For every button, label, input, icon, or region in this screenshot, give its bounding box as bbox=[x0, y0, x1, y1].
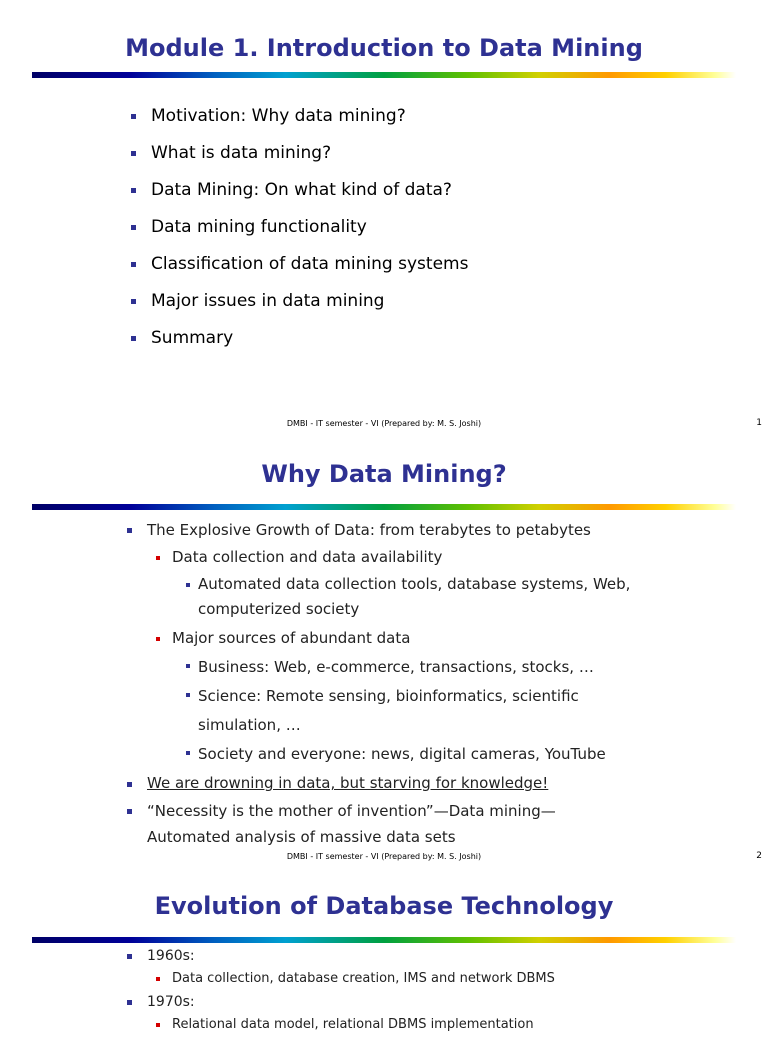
list-item: Classification of data mining systems bbox=[130, 246, 468, 283]
bullet-square-icon bbox=[186, 583, 190, 587]
list-item: We are drowning in data, but starving for knowledge! bbox=[127, 769, 637, 798]
slide-title: Module 1. Introduction to Data Mining bbox=[125, 34, 643, 62]
page-number: 2 bbox=[756, 851, 762, 861]
list-item: Major sources of abundant data bbox=[127, 624, 658, 653]
bullet-square-icon bbox=[156, 977, 160, 981]
bullet-square-icon bbox=[186, 664, 190, 668]
bullet-square-icon bbox=[131, 336, 136, 341]
gradient-rule bbox=[32, 937, 736, 943]
gradient-rule bbox=[32, 504, 736, 510]
slide-title: Evolution of Database Technology bbox=[154, 892, 614, 920]
slide-footer: DMBI - IT semester - VI (Prepared by: M. S. Joshi) bbox=[286, 852, 482, 861]
slide-footer: DMBI - IT semester - VI (Prepared by: M. S. Joshi) bbox=[286, 419, 482, 428]
bullet-square-icon bbox=[127, 782, 132, 787]
bullet-square-icon bbox=[131, 151, 136, 156]
slide-3 bbox=[0, 866, 768, 1032]
slide-title: Why Data Mining? bbox=[261, 460, 507, 488]
bullet-square-icon bbox=[131, 262, 136, 267]
list-item: Data collection, database creation, IMS and network DBMS bbox=[127, 967, 555, 991]
list-item: Automated data collection tools, database systems, Web, computerized society bbox=[127, 572, 658, 622]
bullet-square-icon bbox=[131, 225, 136, 230]
bullet-square-icon bbox=[127, 528, 132, 533]
bullet-square-icon bbox=[131, 114, 136, 119]
list-item: Data collection and data availability bbox=[127, 543, 658, 572]
bullet-square-icon bbox=[156, 556, 160, 560]
list-item: 1960s: bbox=[127, 945, 555, 967]
bullet-square-icon bbox=[127, 954, 132, 959]
gradient-rule bbox=[32, 72, 736, 78]
list-item: The Explosive Growth of Data: from terabytes to petabytes bbox=[127, 517, 637, 543]
list-item: Relational data model, relational DBMS implementation bbox=[127, 1013, 555, 1037]
slide-1 bbox=[0, 0, 768, 433]
list-item: Science: Remote sensing, bioinformatics, scientific simulation, … bbox=[127, 682, 658, 740]
list-item: Data Mining: On what kind of data? bbox=[130, 172, 468, 209]
list-item: 1970s: bbox=[127, 991, 555, 1013]
bullet-square-icon bbox=[131, 299, 136, 304]
bullet-square-icon bbox=[127, 1000, 132, 1005]
bullet-list bbox=[130, 98, 468, 357]
bullet-square-icon bbox=[131, 188, 136, 193]
list-item: Motivation: Why data mining? bbox=[130, 98, 468, 135]
bullet-square-icon bbox=[156, 637, 160, 641]
bullet-list bbox=[127, 945, 555, 1037]
bullet-square-icon bbox=[186, 751, 190, 755]
bullet-list bbox=[127, 517, 658, 850]
list-item: “Necessity is the mother of invention”—Data mining—Automated analysis of massive data sets bbox=[127, 798, 617, 850]
list-item: Society and everyone: news, digital cameras, YouTube bbox=[127, 740, 658, 769]
slide-2 bbox=[0, 433, 768, 866]
bullet-square-icon bbox=[127, 809, 132, 814]
list-item: Data mining functionality bbox=[130, 209, 468, 246]
list-item: What is data mining? bbox=[130, 135, 468, 172]
list-item: Summary bbox=[130, 320, 468, 357]
list-item: Major issues in data mining bbox=[130, 283, 468, 320]
list-item: Business: Web, e-commerce, transactions, stocks, … bbox=[127, 653, 658, 682]
page-number: 1 bbox=[756, 418, 762, 428]
bullet-square-icon bbox=[186, 693, 190, 697]
